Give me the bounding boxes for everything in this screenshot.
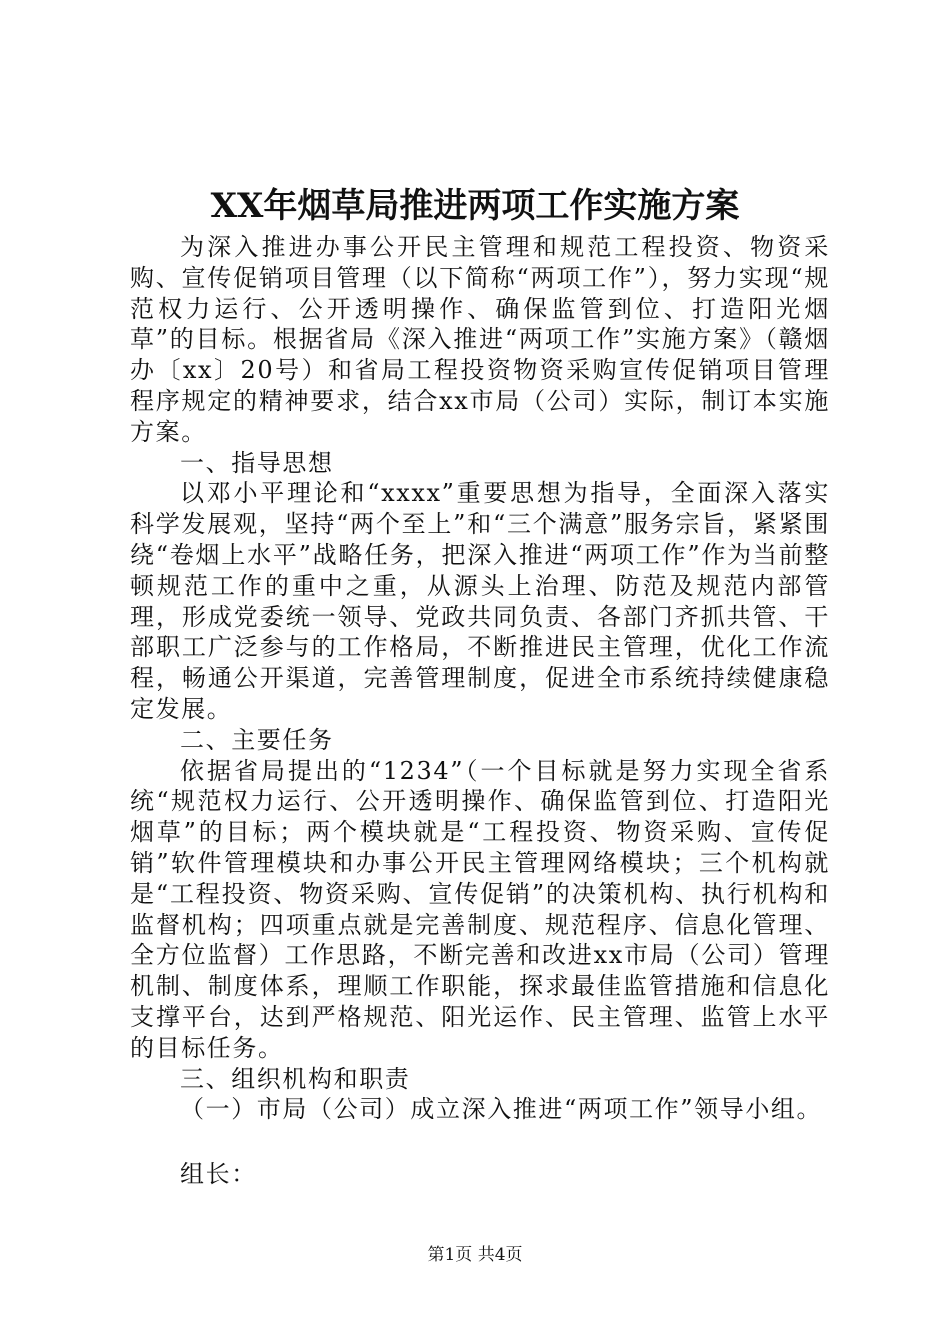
main-tasks-paragraph: 依据省局提出的“1234”（一个目标就是努力实现全省系统“规范权力运行、公开透明操作、确保监管到位、打造阳光烟草”的目标；两个模块就是“工程投资、物资采购、宣传促销”软件管理模块和办事公开民主管理网络模块；三个机构就是“工程投资、物资采购、宣传促销”的决策机构、执行机构和监督机构；四项重点就是完善制度、规范程序、信息化管理、全方位监督）工作思路，不断完善和改进xx市局（公司）管理机制、制度体系，理顺工作职能，探求最佳监管措施和信息化支撑平台，达到严格规范、阳光运作、民主管理、监管上水平的目标任务。 — [130, 756, 830, 1062]
document-title: XX年烟草局推进两项工作实施方案 — [210, 186, 740, 226]
section-heading-guiding-ideology: 一、指导思想 — [180, 448, 334, 477]
intro-paragraph: 为深入推进办事公开民主管理和规范工程投资、物资采购、宣传促销项目管理（以下简称“两项工作”），努力实现“规范权力运行、公开透明操作、确保监管到位、打造阳光烟草”的目标。根据省局《深入推进“两项工作”实施方案》（赣烟办〔xx〕20号）和省局工程投资物资采购宣传促销项目管理程序规定的精神要求，结合xx市局（公司）实际，制订本实施方案。 — [130, 233, 830, 446]
organization-paragraph: （一）市局（公司）成立深入推进“两项工作”领导小组。 — [180, 1095, 823, 1124]
section-heading-organization: 三、组织机构和职责 — [180, 1064, 411, 1093]
document-body — [130, 232, 830, 1190]
blank-line — [130, 1125, 830, 1159]
group-leader-label: 组长： — [180, 1160, 257, 1189]
guiding-ideology-paragraph: 以邓小平理论和“xxxx”重要思想为指导，全面深入落实科学发展观，坚持“两个至上”和“三个满意”服务宗旨，紧紧围绕“卷烟上水平”战略任务，把深入推进“两项工作”作为当前整顿规范工作的重中之重，从源头上治理、防范及规范内部管理，形成党委统一领导、党政共同负责、各部门齐抓共管、干部职工广泛参与的工作格局，不断推进民主管理，优化工作流程，畅通公开渠道，完善管理制度，促进全市系统持续健康稳定发展。 — [130, 479, 830, 723]
page-footer: 第1页 共4页 — [427, 1245, 523, 1265]
section-heading-main-tasks: 二、主要任务 — [180, 725, 334, 754]
